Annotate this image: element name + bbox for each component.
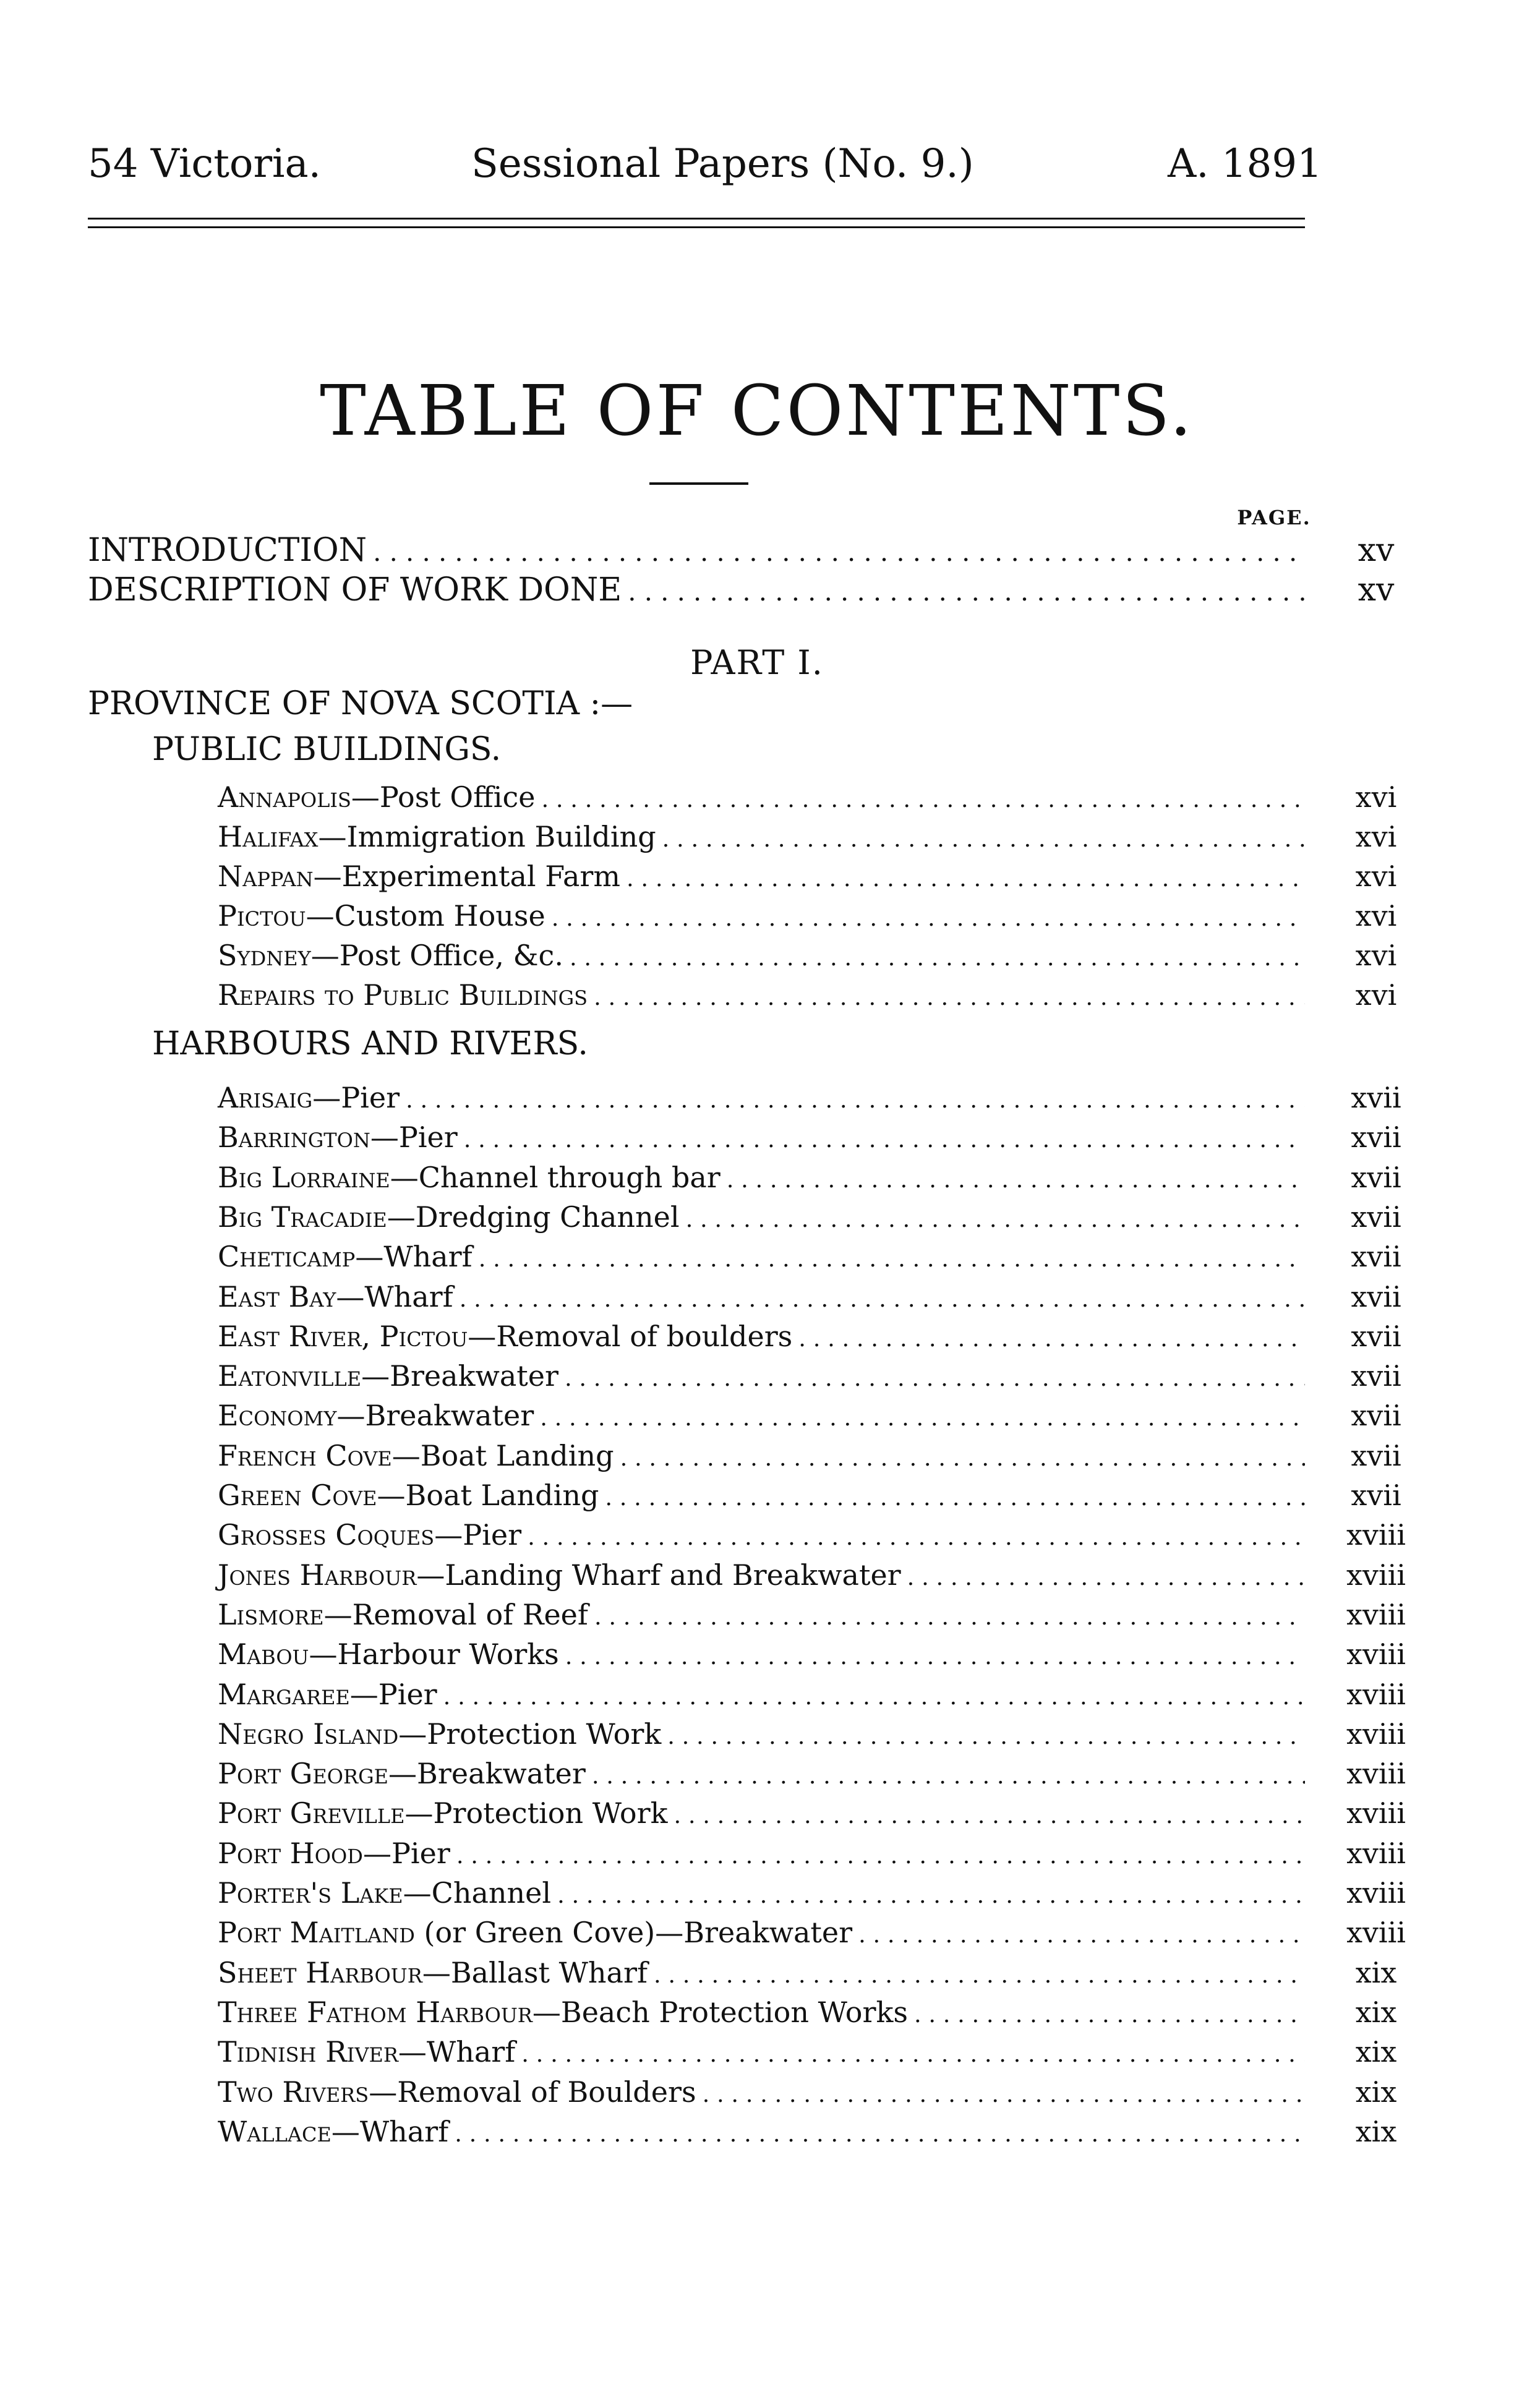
page-title: TABLE OF CONTENTS. (320, 371, 1194, 451)
toc-entry-page: xvi (1355, 780, 1397, 814)
toc-entry-page: xvii (1351, 1160, 1401, 1194)
toc-entry-page: xvi (1355, 820, 1397, 853)
toc-entry (218, 1319, 1401, 1359)
toc-entry (218, 1121, 1401, 1160)
toc-entry-label (218, 1837, 450, 1870)
toc-entry-page: xvii (1351, 1319, 1401, 1353)
toc-entry (218, 1757, 1406, 1796)
toc-entry-page: xviii (1346, 1757, 1406, 1791)
toc-entry-page: xvii (1351, 1438, 1401, 1472)
toc-entry-label (218, 1956, 648, 1989)
toc-entry-place: Pictou (218, 899, 306, 933)
toc-entry-description: —Beach Protection Works (532, 1995, 908, 2029)
leader-dots (456, 1845, 1305, 1868)
toc-entry-page: xvii (1351, 1359, 1401, 1393)
toc-entry-place: Jones Harbour (218, 1558, 417, 1592)
toc-entry-page: xvii (1351, 1240, 1401, 1274)
toc-entry-label (218, 1757, 586, 1790)
leader-dots (662, 828, 1305, 851)
toc-entry-description: —Channel (403, 1876, 552, 1910)
leader-dots (406, 1089, 1305, 1112)
leader-dots (627, 868, 1305, 890)
toc-entry-label: INTRODUCTION (88, 532, 367, 569)
toc-entry-place: Margaree (218, 1677, 350, 1711)
toc-entry-place: Port Hood (218, 1836, 363, 1870)
province-heading: PROVINCE OF NOVA SCOTIA :— (88, 685, 633, 722)
toc-entry-place: Annapolis (218, 780, 351, 814)
toc-entry-place: Big Lorraine (218, 1160, 390, 1194)
toc-entry-label (218, 1359, 558, 1393)
toc-entry (218, 1796, 1406, 1836)
toc-entry-place: Arisaig (218, 1081, 313, 1114)
toc-entry-page: xvi (1355, 899, 1397, 933)
leader-dots (565, 1646, 1305, 1668)
toc-entry-description: —Wharf (398, 2035, 516, 2069)
toc-entry-description: —Pier (370, 1121, 458, 1155)
toc-entry-description: —Custom House (306, 899, 545, 933)
leader-dots (654, 1964, 1305, 1987)
toc-entry (218, 1558, 1406, 1598)
toc-entry (218, 1200, 1401, 1240)
toc-entry-description: —Breakwater (388, 1757, 586, 1791)
toc-entry-description: —Landing Wharf and Breakwater (416, 1558, 901, 1592)
toc-entry-label (218, 1558, 901, 1592)
leader-dots (594, 1606, 1305, 1629)
toc-entry-label (218, 1280, 453, 1313)
toc-entry-label (218, 1439, 614, 1472)
public-buildings-heading: PUBLIC BUILDINGS. (152, 731, 502, 768)
toc-entry-description: —Protection Work (398, 1717, 662, 1751)
toc-entry-page: xv (1358, 532, 1395, 569)
toc-entry (218, 978, 1397, 1018)
toc-entry-place: Sydney (218, 939, 311, 972)
toc-entry-label (218, 820, 656, 853)
header-rule-bottom (88, 226, 1305, 228)
toc-entry-place: Economy (218, 1399, 337, 1433)
toc-entry-label (218, 1876, 551, 1910)
toc-entry (218, 1677, 1406, 1717)
toc-entry-description: —Post Office (351, 780, 536, 814)
leader-dots (542, 788, 1305, 811)
leader-dots (479, 1248, 1305, 1271)
toc-entry (218, 2114, 1397, 2154)
toc-entry-page: xviii (1346, 1558, 1406, 1592)
toc-entry (218, 1438, 1401, 1479)
toc-entry (218, 1717, 1406, 1757)
toc-entry-description-of-work (88, 571, 1395, 611)
toc-entry-page: xvii (1351, 1200, 1401, 1234)
toc-entry (218, 939, 1397, 978)
leader-dots (455, 2123, 1305, 2146)
toc-entry-description: —Removal of Boulders (369, 2075, 696, 2109)
toc-entry (218, 1876, 1406, 1916)
toc-entry-label (218, 1637, 559, 1671)
toc-entry-page: xvi (1355, 860, 1397, 893)
toc-entry-place: Big Tracadie (218, 1200, 387, 1234)
toc-entry-description: —Removal of Reef (323, 1597, 588, 1631)
leader-dots (552, 907, 1305, 930)
toc-entry-label (218, 939, 563, 972)
leader-dots (907, 1566, 1305, 1589)
toc-entry-description: —Dredging Channel (387, 1200, 680, 1234)
toc-entry-label (218, 1240, 473, 1273)
toc-entry-page: xviii (1346, 1836, 1406, 1870)
toc-entry-page: xviii (1346, 1876, 1406, 1910)
toc-entry-label (218, 860, 620, 893)
leader-dots (914, 2004, 1305, 2026)
toc-entry (218, 1359, 1401, 1399)
toc-entry-place: Nappan (218, 860, 314, 893)
toc-entry-label (218, 1996, 908, 2029)
toc-entry-place: Port Greville (218, 1796, 405, 1830)
leader-dots (727, 1169, 1305, 1192)
header-year: A. 1891 (1168, 141, 1322, 187)
toc-entry-label (218, 899, 545, 933)
toc-entry-description: —Channel through bar (390, 1160, 721, 1194)
toc-entry-label (218, 1121, 458, 1154)
leader-dots (686, 1208, 1305, 1231)
toc-entry-page: xvi (1355, 978, 1397, 1012)
toc-entry-place: Mabou (218, 1637, 309, 1672)
toc-entry-label (218, 1081, 400, 1114)
toc-entry-description: (or Green Cove)—Breakwater (414, 1916, 853, 1950)
toc-entry-place: Two Rivers (218, 2075, 369, 2109)
toc-entry-place: Halifax (218, 820, 319, 853)
leader-dots (565, 1367, 1305, 1390)
toc-entry (218, 780, 1397, 820)
leader-dots (667, 1725, 1305, 1748)
leader-dots (620, 1447, 1305, 1470)
toc-entry-description: —Pier (349, 1677, 437, 1711)
toc-entry (218, 2075, 1397, 2115)
toc-entry-page: xviii (1346, 1717, 1406, 1751)
toc-entry-label (218, 1717, 661, 1751)
leader-dots (570, 947, 1305, 970)
toc-entry-page: xix (1355, 2114, 1397, 2148)
toc-entry-label (218, 1161, 721, 1194)
toc-entry-place: Three Fathom Harbour (218, 1995, 532, 2029)
toc-entry-page: xix (1355, 1955, 1397, 1989)
toc-entry-description: —Protection Work (404, 1796, 668, 1830)
toc-entry-place: Grosses Coques (218, 1518, 435, 1552)
toc-entry-description: —Ballast Wharf (422, 1955, 648, 1989)
toc-entry-description: —Boat Landing (377, 1479, 599, 1512)
toc-entry-page: xviii (1346, 1597, 1406, 1631)
leader-dots (594, 986, 1305, 1009)
toc-entry-page: xvii (1351, 1479, 1401, 1512)
leader-dots (703, 2083, 1305, 2106)
toc-entry (218, 860, 1397, 899)
toc-entry-page: xviii (1346, 1796, 1406, 1830)
leader-dots (605, 1487, 1305, 1509)
toc-entry-description: —Removal of boulders (468, 1319, 793, 1353)
toc-entry-label (218, 1598, 588, 1631)
leader-dots (798, 1328, 1305, 1351)
toc-entry-label (218, 1200, 680, 1234)
toc-entry-page: xviii (1346, 1677, 1406, 1711)
toc-entry-page: xvi (1355, 939, 1397, 972)
toc-entry-label (218, 780, 536, 814)
header-rule-top (88, 218, 1305, 220)
toc-entry-label (218, 1678, 437, 1711)
toc-entry (218, 1240, 1401, 1279)
toc-entry-description: —Wharf (331, 2114, 449, 2148)
toc-entry-page: xvii (1351, 1279, 1401, 1313)
leader-dots (592, 1765, 1305, 1788)
toc-entry-place: Lismore (218, 1597, 324, 1631)
toc-entry-description: —Immigration Building (318, 820, 656, 853)
toc-entry (218, 1995, 1397, 2035)
toc-entry-page: xviii (1346, 1518, 1406, 1552)
leader-dots (464, 1129, 1305, 1151)
leader-dots (528, 1526, 1305, 1549)
toc-entry-description: —Wharf (355, 1240, 473, 1274)
toc-entry (218, 1955, 1397, 1996)
toc-entry (218, 1836, 1406, 1876)
toc-entry-page: xviii (1346, 1916, 1406, 1950)
header-sessional-papers: Sessional Papers (No. 9.) (471, 141, 974, 187)
toc-entry-place: Tidnish River (218, 2035, 398, 2069)
toc-entry-place: Cheticamp (218, 1240, 356, 1274)
toc-entry-place: Sheet Harbour (218, 1955, 422, 1989)
toc-entry-place: Port Maitland (218, 1916, 415, 1950)
toc-entry (218, 1916, 1406, 1955)
toc-entry-place: East Bay (218, 1279, 336, 1313)
harbours-rivers-heading: HARBOURS AND RIVERS. (152, 1025, 588, 1062)
leader-dots (521, 2043, 1305, 2066)
header-volume: 54 Victoria. (88, 141, 321, 187)
toc-entry-description: —Harbour Works (309, 1637, 559, 1672)
leader-dots (373, 539, 1305, 565)
leader-dots (557, 1884, 1305, 1907)
toc-entry-page: xix (1355, 2035, 1397, 2069)
toc-entry-label (218, 1916, 852, 1949)
toc-entry (218, 899, 1397, 939)
toc-entry-page: xix (1355, 1995, 1397, 2029)
toc-entry-label (218, 1518, 521, 1552)
leader-dots (628, 579, 1305, 605)
toc-entry-label (218, 2115, 448, 2148)
toc-entry-description: —Post Office, &c. (310, 939, 563, 972)
toc-entry-place: French Cove (218, 1438, 392, 1472)
toc-entry (218, 2035, 1397, 2075)
part-heading: PART I. (690, 643, 824, 682)
toc-entry-label (218, 1320, 792, 1353)
leader-dots (858, 1924, 1305, 1947)
toc-entry-label (218, 1796, 667, 1830)
toc-entry-label (218, 1479, 599, 1512)
toc-entry-label (218, 978, 588, 1012)
toc-entry-place: Negro Island (218, 1717, 399, 1751)
toc-entry (218, 1637, 1406, 1677)
title-divider (649, 482, 748, 485)
toc-entry-place: Porter's Lake (218, 1876, 403, 1910)
toc-entry-place: Barrington (218, 1121, 370, 1155)
toc-entry (218, 820, 1397, 860)
toc-entry-page: xix (1355, 2075, 1397, 2109)
toc-entry-description: —Breakwater (336, 1399, 534, 1433)
toc-entry-page: xviii (1346, 1637, 1406, 1672)
leader-dots (460, 1288, 1305, 1311)
toc-entry-label: DESCRIPTION OF WORK DONE (88, 571, 622, 608)
leader-dots (674, 1804, 1305, 1827)
toc-entry-place: Port George (218, 1757, 389, 1791)
toc-entry-description: —Breakwater (361, 1359, 558, 1393)
toc-entry-introduction (88, 532, 1395, 571)
toc-entry-label (218, 2035, 515, 2069)
toc-entry-label (218, 1399, 534, 1432)
toc-entry (218, 1399, 1401, 1438)
toc-entry-label (218, 2075, 696, 2109)
toc-entry (218, 1597, 1406, 1637)
toc-entry-page: xvii (1351, 1121, 1401, 1155)
toc-entry-description: —Wharf (336, 1279, 453, 1313)
toc-entry-description: —Pier (312, 1081, 400, 1114)
toc-entry-place: Wallace (218, 2114, 331, 2148)
page-column-label: PAGE. (1237, 506, 1311, 529)
toc-entry-place: East River, Pictou (218, 1319, 468, 1353)
toc-entry (218, 1081, 1401, 1121)
leader-dots (443, 1686, 1305, 1709)
toc-entry (218, 1518, 1406, 1558)
toc-entry (218, 1279, 1401, 1320)
toc-entry-page: xv (1358, 571, 1395, 608)
toc-entry (218, 1160, 1401, 1200)
toc-entry-page: xvii (1351, 1399, 1401, 1433)
toc-entry-description: —Experimental Farm (313, 860, 621, 893)
toc-entry-place: Eatonville (218, 1359, 362, 1393)
toc-entry-description: —Pier (434, 1518, 522, 1552)
toc-entry-place: Green Cove (218, 1479, 377, 1512)
toc-entry (218, 1479, 1401, 1518)
toc-entry-description: —Boat Landing (391, 1438, 614, 1472)
leader-dots (540, 1407, 1305, 1430)
toc-entry-description: —Pier (362, 1836, 450, 1870)
toc-entry-page: xvii (1351, 1081, 1401, 1114)
toc-entry-place: Repairs to Public Buildings (218, 978, 588, 1012)
